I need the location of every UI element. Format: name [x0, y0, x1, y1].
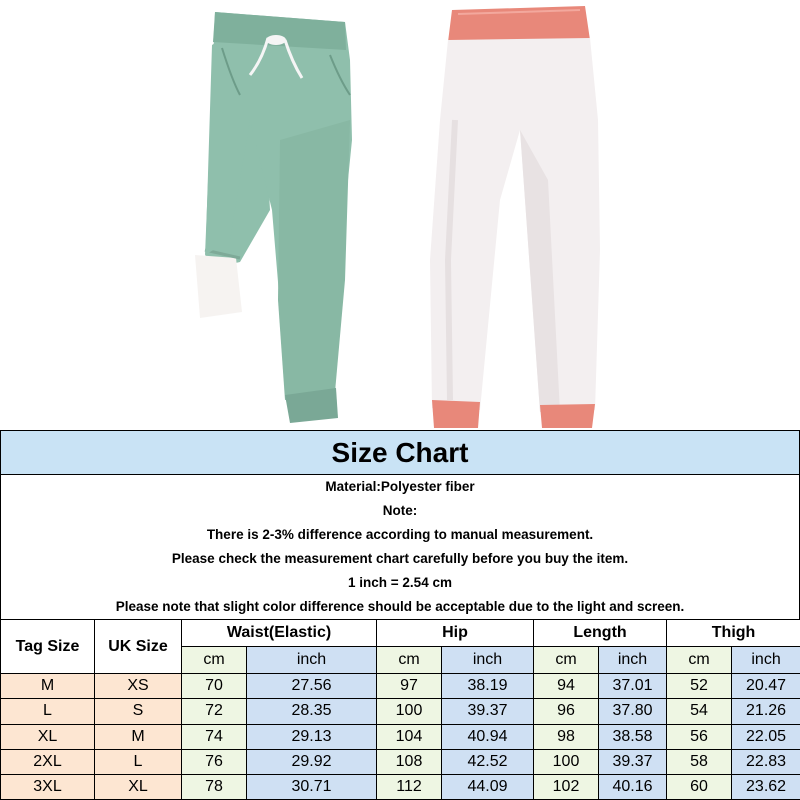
header-uk-size: UK Size — [95, 620, 182, 674]
cell-uk-size: XL — [95, 774, 182, 799]
cell-tag-size: 2XL — [1, 749, 95, 774]
header-tag-size: Tag Size — [1, 620, 95, 674]
cell-thigh-inch: 22.83 — [732, 749, 800, 774]
cell-length-cm: 98 — [534, 724, 599, 749]
cell-thigh-inch: 20.47 — [732, 674, 800, 699]
cell-thigh-cm: 58 — [667, 749, 732, 774]
cell-waist-inch: 30.71 — [247, 774, 377, 799]
size-table — [0, 619, 800, 800]
header-length: Length — [534, 620, 667, 647]
cell-waist-cm: 78 — [182, 774, 247, 799]
note-heading: Note: — [382, 503, 418, 518]
subheader-hip-cm: cm — [377, 647, 442, 674]
cell-length-cm: 94 — [534, 674, 599, 699]
cell-length-cm: 100 — [534, 749, 599, 774]
cell-hip-inch: 40.94 — [442, 724, 534, 749]
cell-thigh-cm: 60 — [667, 774, 732, 799]
subheader-waist-cm: cm — [182, 647, 247, 674]
cell-hip-cm: 104 — [377, 724, 442, 749]
cell-length-inch: 37.80 — [599, 699, 667, 724]
subheader-waist-inch: inch — [247, 647, 377, 674]
cell-uk-size: M — [95, 724, 182, 749]
cell-length-inch: 37.01 — [599, 674, 667, 699]
cell-hip-cm: 100 — [377, 699, 442, 724]
note-color: Please note that slight color difference should be acceptable due to the light and screen. — [115, 599, 685, 614]
cell-waist-inch: 27.56 — [247, 674, 377, 699]
cell-waist-cm: 70 — [182, 674, 247, 699]
cell-uk-size: XS — [95, 674, 182, 699]
cell-uk-size: L — [95, 749, 182, 774]
cell-thigh-cm: 52 — [667, 674, 732, 699]
cell-thigh-cm: 56 — [667, 724, 732, 749]
subheader-length-inch: inch — [599, 647, 667, 674]
cell-tag-size: L — [1, 699, 95, 724]
cell-waist-cm: 72 — [182, 699, 247, 724]
cell-tag-size: 3XL — [1, 774, 95, 799]
cell-hip-cm: 112 — [377, 774, 442, 799]
size-chart-notes — [0, 474, 800, 619]
note-difference: There is 2-3% difference according to manual measurement. — [206, 527, 594, 542]
cell-thigh-inch: 23.62 — [732, 774, 800, 799]
note-check: Please check the measurement chart carefully before you buy the item. — [171, 551, 629, 566]
cell-length-cm: 102 — [534, 774, 599, 799]
cell-length-inch: 38.58 — [599, 724, 667, 749]
cell-hip-inch: 39.37 — [442, 699, 534, 724]
cell-hip-inch: 38.19 — [442, 674, 534, 699]
header-hip: Hip — [377, 620, 534, 647]
cell-hip-inch: 42.52 — [442, 749, 534, 774]
cell-waist-cm: 74 — [182, 724, 247, 749]
subheader-thigh-cm: cm — [667, 647, 732, 674]
cell-thigh-cm: 54 — [667, 699, 732, 724]
header-waist: Waist(Elastic) — [182, 620, 377, 647]
subheader-length-cm: cm — [534, 647, 599, 674]
cell-hip-cm: 97 — [377, 674, 442, 699]
table-row — [1, 724, 800, 749]
table-row — [1, 749, 800, 774]
cell-waist-inch: 28.35 — [247, 699, 377, 724]
cell-tag-size: M — [1, 674, 95, 699]
header-thigh: Thigh — [667, 620, 800, 647]
note-material: Material:Polyester fiber — [325, 479, 475, 494]
cell-hip-inch: 44.09 — [442, 774, 534, 799]
table-row — [1, 699, 800, 724]
subheader-thigh-inch: inch — [732, 647, 800, 674]
subheader-hip-inch: inch — [442, 647, 534, 674]
cell-tag-size: XL — [1, 724, 95, 749]
cell-length-inch: 39.37 — [599, 749, 667, 774]
cell-thigh-inch: 21.26 — [732, 699, 800, 724]
cell-length-cm: 96 — [534, 699, 599, 724]
cell-waist-cm: 76 — [182, 749, 247, 774]
cell-length-inch: 40.16 — [599, 774, 667, 799]
cell-waist-inch: 29.92 — [247, 749, 377, 774]
cell-thigh-inch: 22.05 — [732, 724, 800, 749]
size-chart-title: Size Chart — [0, 430, 800, 475]
table-row — [1, 774, 800, 799]
cell-hip-cm: 108 — [377, 749, 442, 774]
cell-waist-inch: 29.13 — [247, 724, 377, 749]
table-row — [1, 674, 800, 699]
note-conversion: 1 inch = 2.54 cm — [348, 575, 452, 590]
green-pants-image — [195, 12, 352, 423]
size-chart — [0, 430, 800, 800]
white-fleece-pants-image — [430, 6, 600, 428]
cell-uk-size: S — [95, 699, 182, 724]
